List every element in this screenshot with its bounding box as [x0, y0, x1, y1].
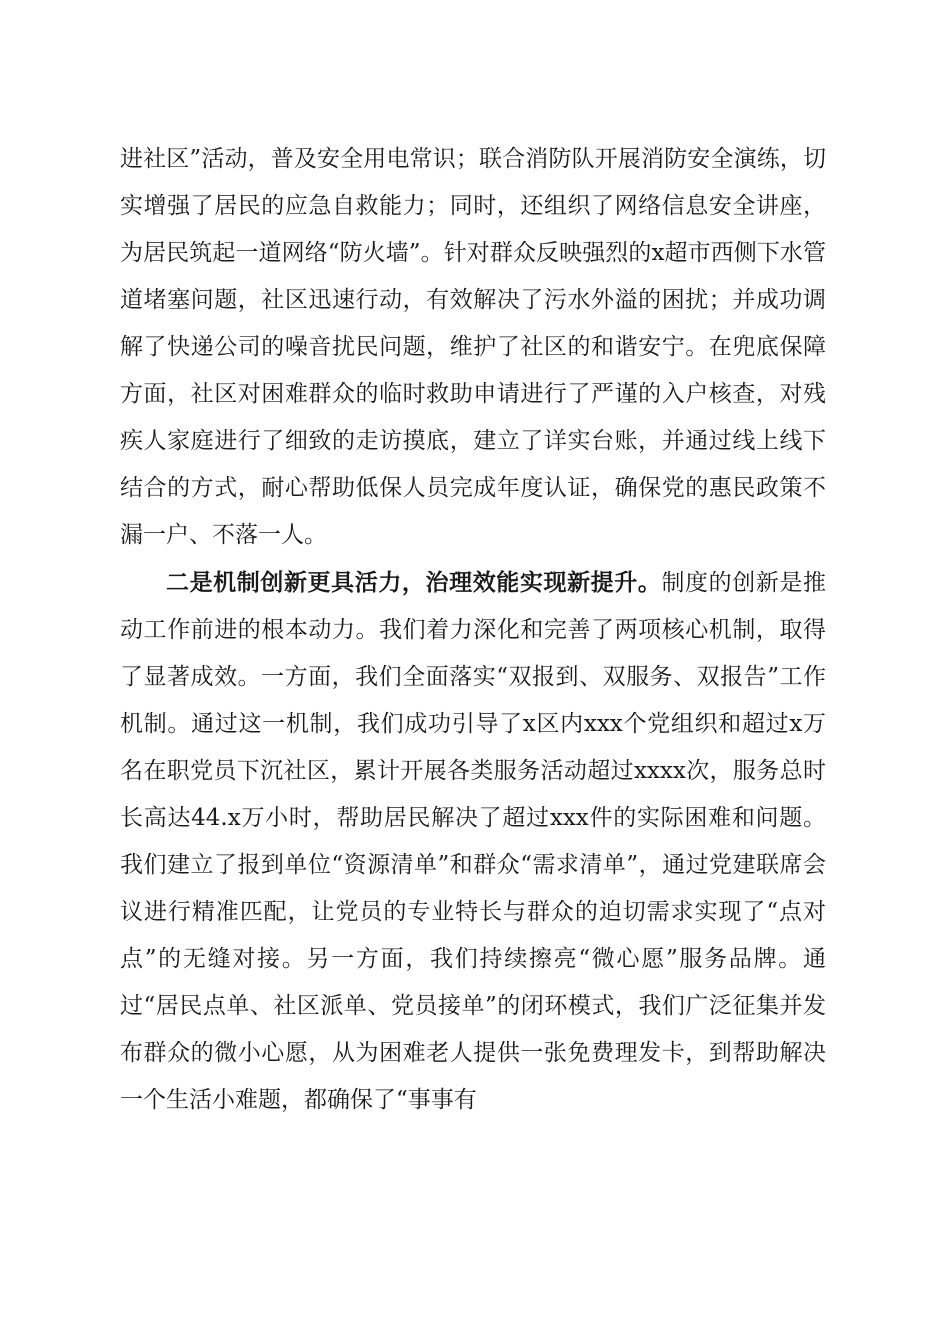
paragraph-mechanism-innovation	[120, 559, 826, 1124]
paragraph-text: 制度的创新是推动工作前进的根本动力。我们着力深化和完善了两项核心机制，取得了显著成效。一方面，我们全面落实“双报到、双服务、双报告”工作机制。通过这一机制，我们成功引导了x区内xxx个党组织和超过x万名在职党员下沉社区，累计开展各类服务活动超过xxxx次，服务总时长高达44.x万小时，帮助居民解决了超过xxx件的实际困难和问题。我们建立了报到单位“资源清单”和群众“需求清单”，通过党建联席会议进行精准匹配，让党员的专业特长与群众的迫切需求实现了“点对点”的无缝对接。另一方面，我们持续擦亮“微心愿”服务品牌。通过“居民点单、社区派单、党员接单”的闭环模式，我们广泛征集并发布群众的微小心愿，从为困难老人提供一张免费理发卡，到帮助解决一个生活小难题，都确保了“事事有	[120, 570, 827, 1113]
paragraph-text: 进社区”活动，普及安全用电常识；联合消防队开展消防安全演练，切实增强了居民的应急自救能力；同时，还组织了网络信息安全讲座，为居民筑起一道网络“防火墙”。针对群众反映强烈的x超市西侧下水管道堵塞问题，社区迅速行动，有效解决了污水外溢的困扰；并成功调解了快递公司的噪音扰民问题，维护了社区的和谐安宁。在兜底保障方面，社区对困难群众的临时救助申请进行了严谨的入户核查，对残疾人家庭进行了细致的走访摸底，建立了详实台账，并通过线上线下结合的方式，耐心帮助低保人员完成年度认证，确保党的惠民政策不漏一户、不落一人。	[120, 146, 826, 548]
document-body	[120, 136, 826, 1124]
paragraph-lead-heading: 二是机制创新更具活力，治理效能实现新提升。	[166, 569, 662, 596]
paragraph-continued	[120, 136, 826, 559]
